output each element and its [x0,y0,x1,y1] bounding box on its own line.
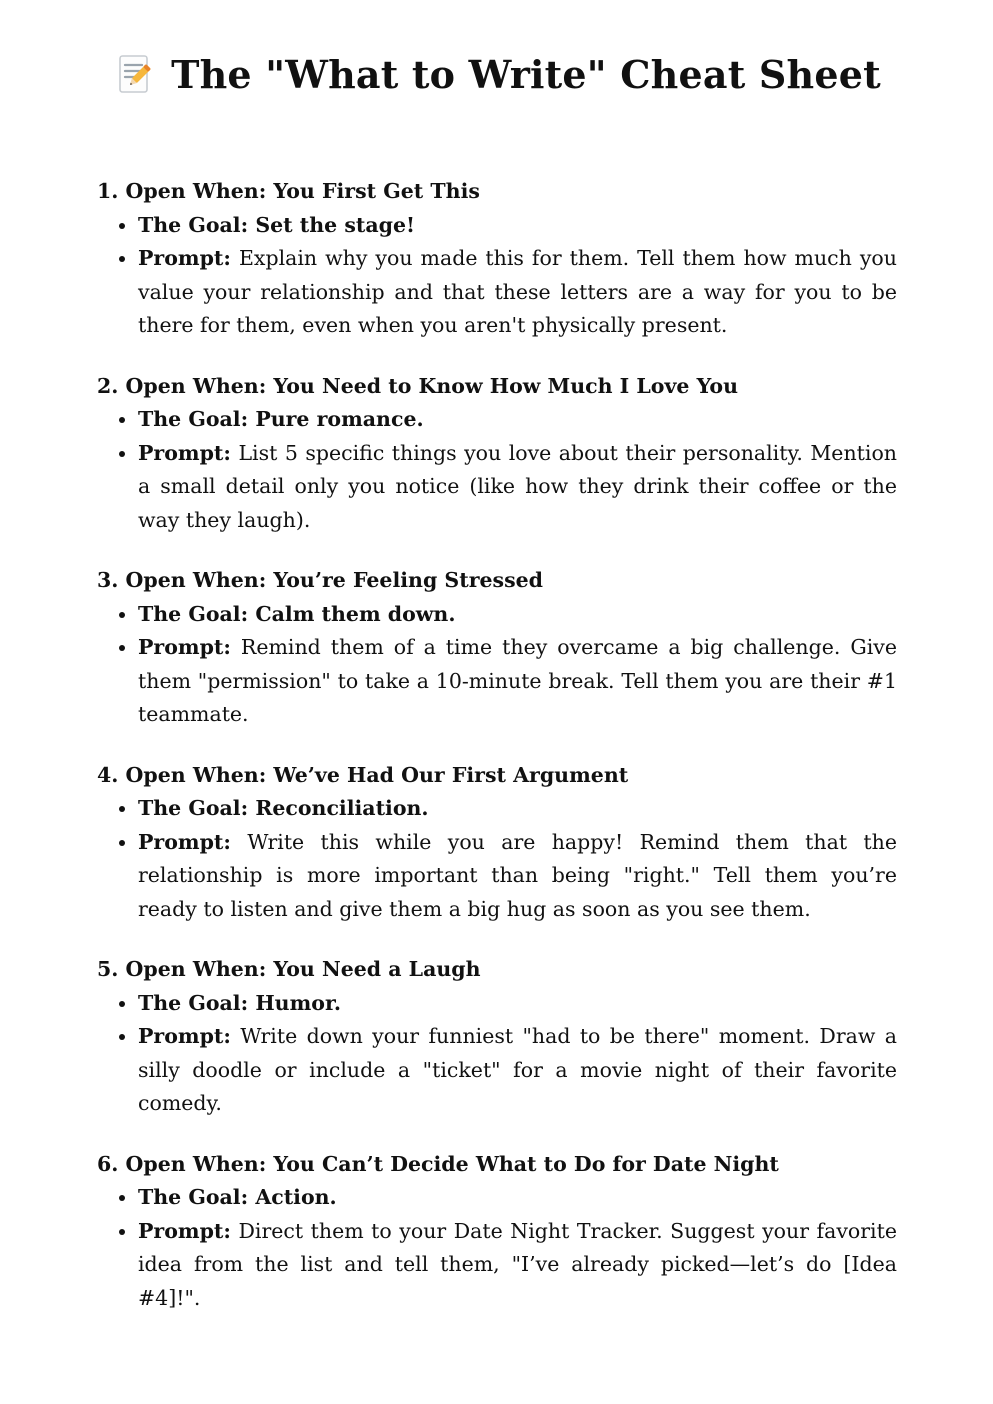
prompt-label: Prompt: [138,246,231,270]
section-heading [97,564,897,598]
goal-text: Reconciliation. [255,796,429,820]
prompt-item [138,1020,897,1121]
prompt-item [138,826,897,927]
prompt-item [138,437,897,538]
goal-label: The Goal: [138,1185,249,1209]
prompt-text: List 5 specific things you love about their personality. Mention a small detail only you notice (like how they drink their coffee or the way they laugh). [138,440,897,532]
section-bullets [97,1181,897,1315]
goal-text: Humor. [255,990,342,1015]
section-heading [97,1148,897,1182]
section-heading [97,953,897,987]
goal-item [138,209,897,243]
section-heading-text: Open When: You First Get This [125,179,480,203]
section-open-when-4 [97,759,897,927]
goal-item [138,403,897,437]
section-number: 1. [97,179,119,203]
section-open-when-5 [97,953,897,1121]
prompt-item [138,242,897,343]
goal-item [138,598,897,632]
prompt-label: Prompt: [138,440,231,465]
section-bullets [97,987,897,1121]
section-open-when-6 [97,1148,897,1316]
goal-item [138,987,897,1021]
title-row [97,52,897,97]
prompt-label: Prompt: [138,1218,231,1243]
prompt-text: Explain why you made this for them. Tell them how much you value your relationship and that these letters are a way for you to be there for them, even when you aren't physically present. [138,246,897,337]
section-number: 5. [97,957,119,981]
section-heading [97,759,897,793]
section-bullets [97,792,897,926]
cheat-sheet-list [97,175,897,1315]
section-open-when-2 [97,370,897,538]
section-heading [97,175,897,209]
prompt-label: Prompt: [138,635,231,659]
goal-text: Pure romance. [255,407,424,431]
goal-label: The Goal: [138,212,249,237]
section-number: 6. [97,1151,119,1176]
section-number: 4. [97,762,119,787]
prompt-item [138,1215,897,1316]
section-heading-text: Open When: You Can’t Decide What to Do for Date Night [125,1151,779,1176]
goal-label: The Goal: [138,601,249,626]
prompt-label: Prompt: [138,1024,231,1048]
section-heading-text: Open When: You Need a Laugh [125,957,481,981]
prompt-text: Direct them to your Date Night Tracker. Suggest your favorite idea from the list and tell them, "I’ve already picked—let’s do [Idea #4]!". [138,1218,897,1310]
goal-item [138,1181,897,1215]
prompt-text: Write this while you are happy! Remind them that the relationship is more important than being "right." Tell them you’re ready to listen and give them a big hug as soon as you see them. [138,829,897,921]
prompt-text: Remind them of a time they overcame a big challenge. Give them "permission" to take a 10-minute break. Tell them you are their #1 teammate. [138,635,897,726]
section-open-when-1 [97,175,897,343]
section-open-when-3 [97,564,897,732]
goal-item [138,792,897,826]
goal-label: The Goal: [138,796,249,820]
section-heading [97,370,897,404]
goal-text: Set the stage! [255,212,415,237]
section-heading-text: Open When: You Need to Know How Much I Love You [125,373,739,398]
prompt-text: Write down your funniest "had to be there" moment. Draw a silly doodle or include a "ticket" for a movie night of their favorite comedy. [138,1024,897,1115]
section-bullets [97,209,897,343]
section-heading-text: Open When: We’ve Had Our First Argument [125,762,629,787]
goal-text: Calm them down. [255,601,456,626]
section-number: 2. [97,373,119,398]
goal-label: The Goal: [138,990,249,1015]
section-bullets [97,598,897,732]
prompt-label: Prompt: [138,829,231,854]
prompt-item [138,631,897,732]
goal-text: Action. [255,1185,337,1209]
section-bullets [97,403,897,537]
section-number: 3. [97,568,119,592]
page-title: The "What to Write" Cheat Sheet [171,52,881,97]
section-heading-text: Open When: You’re Feeling Stressed [125,568,543,592]
goal-label: The Goal: [138,407,249,431]
memo-icon [113,53,157,97]
